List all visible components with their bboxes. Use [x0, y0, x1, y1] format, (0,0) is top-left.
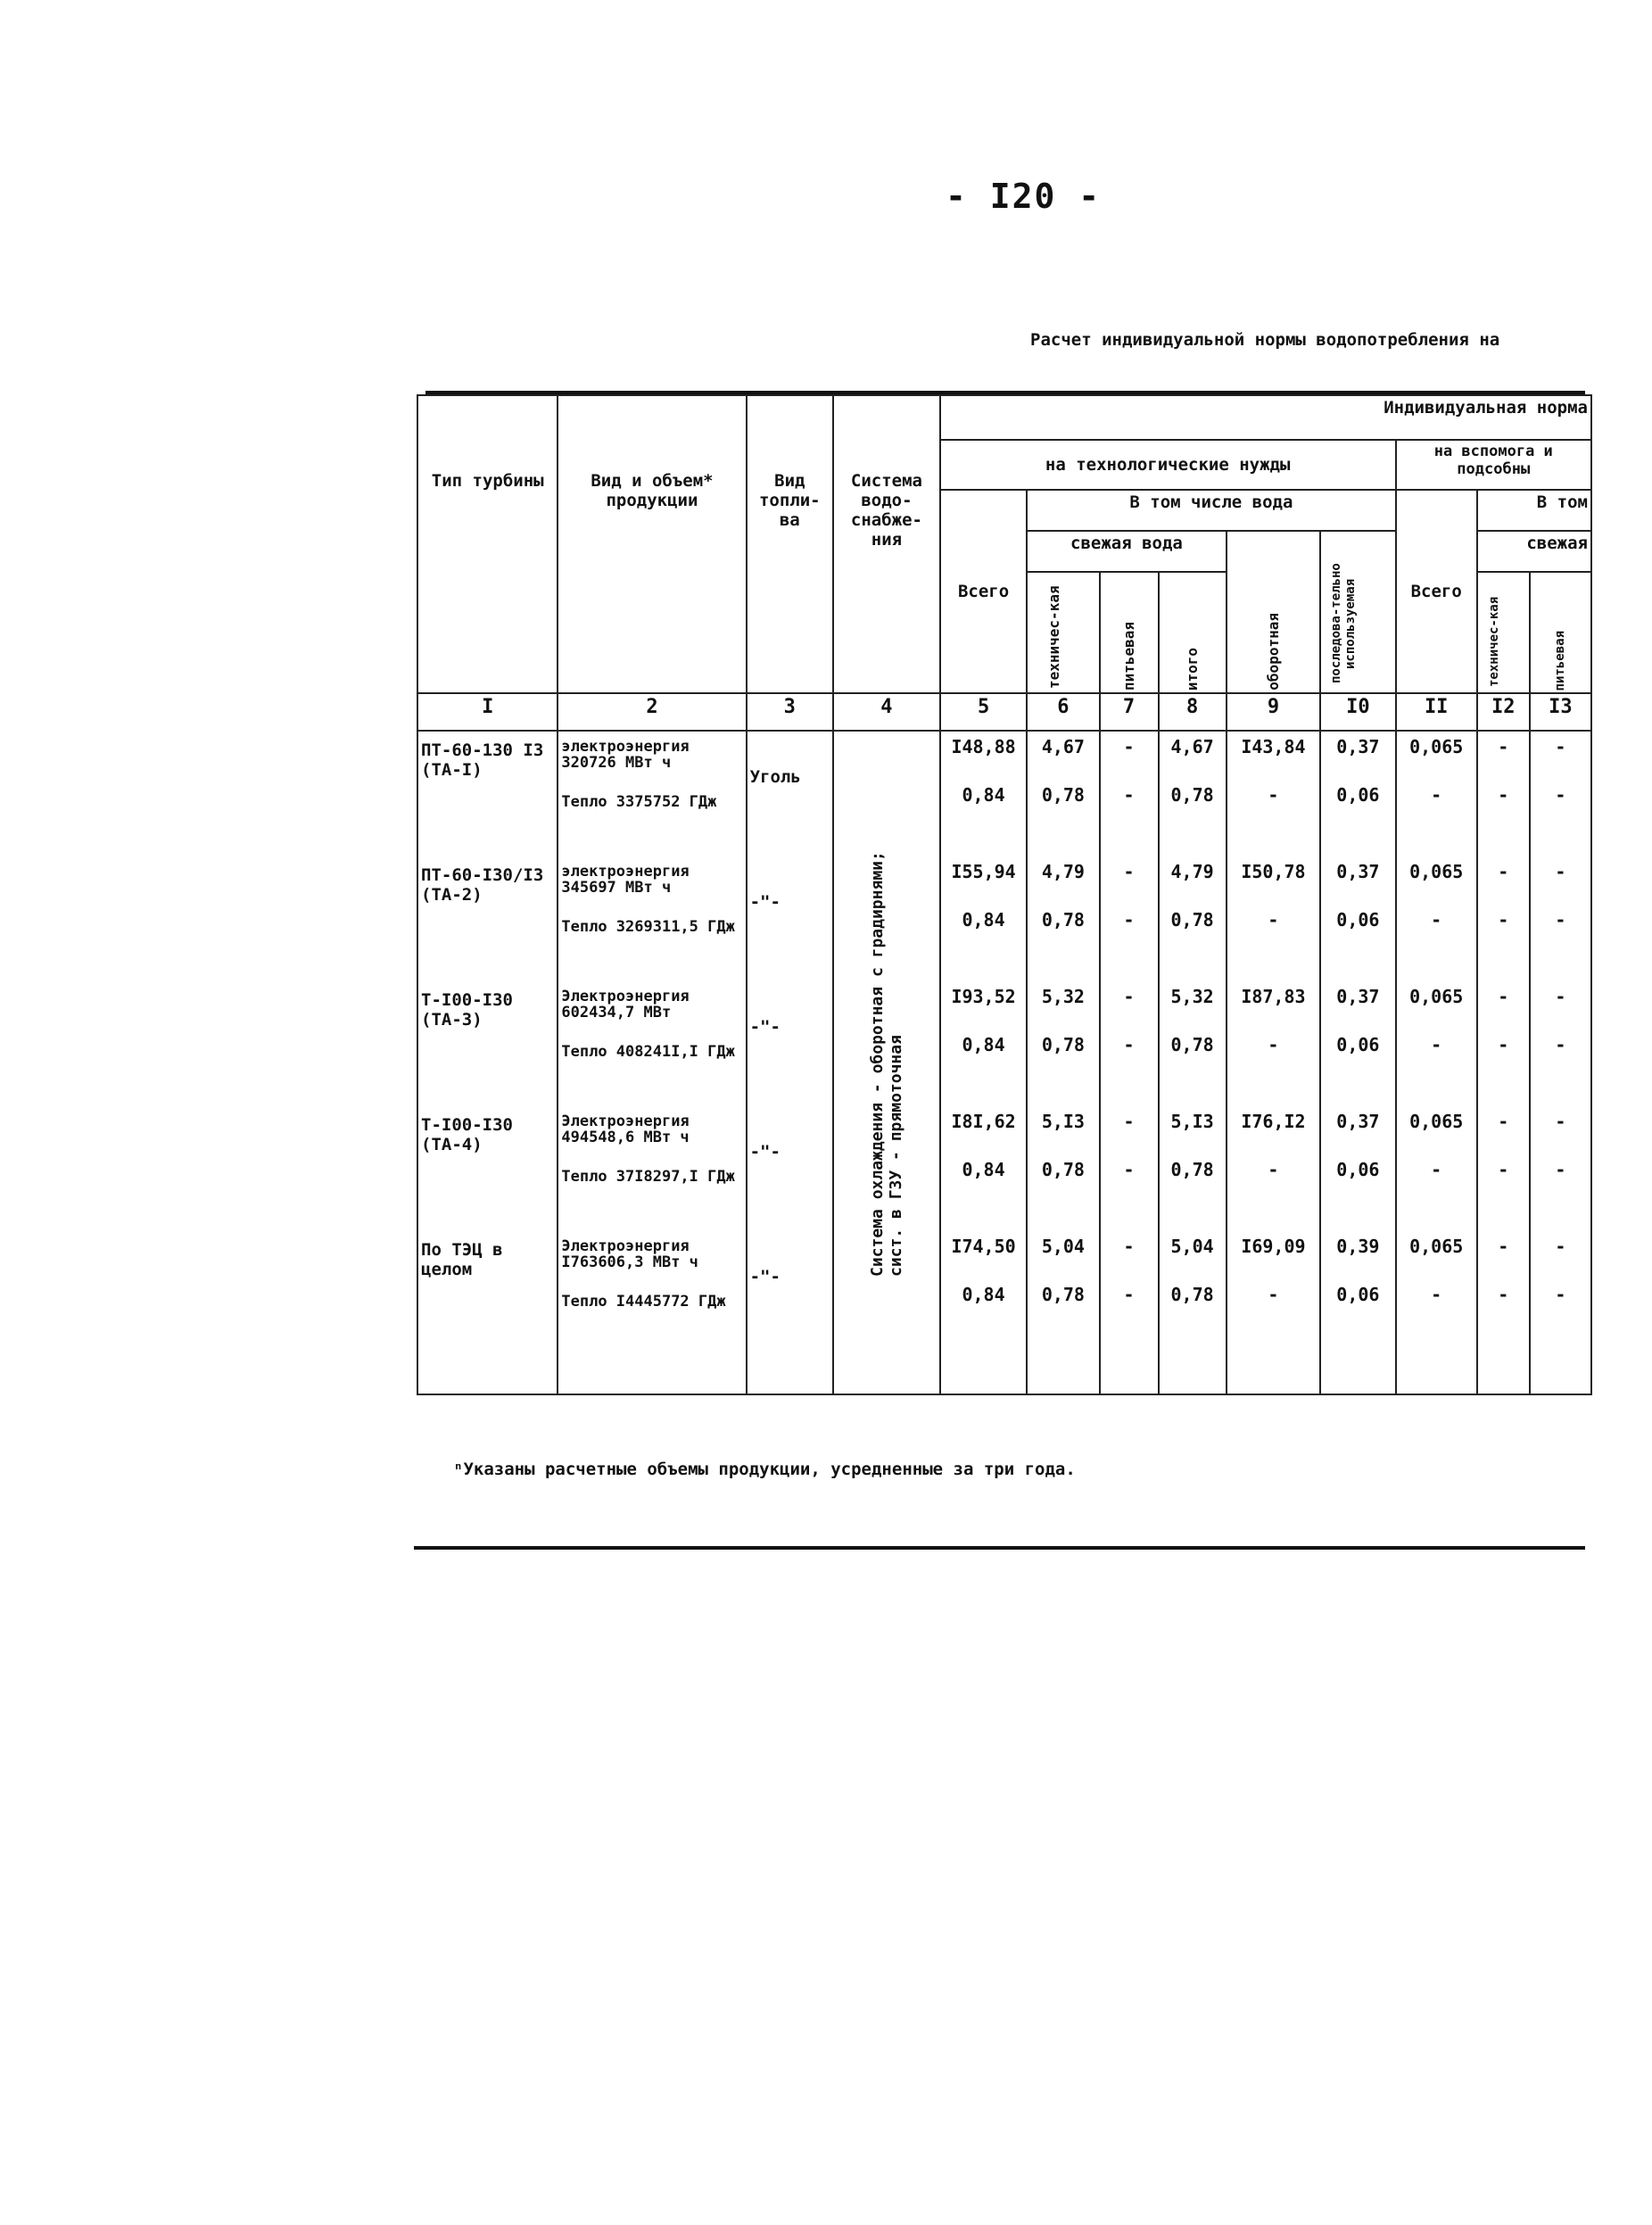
cell-value: - [1123, 861, 1135, 882]
cell-value: 0,78 [1041, 1284, 1085, 1305]
cell-value: 0,37 [1336, 861, 1380, 882]
fuel-type: -"- [749, 1142, 781, 1162]
header-technical-label: техничес-кая [1045, 585, 1062, 689]
cell-value: 0,84 [962, 1159, 1005, 1180]
cell-value: - [1555, 986, 1566, 1007]
cell-value: 0,78 [1041, 784, 1085, 806]
cell-value: 0,78 [1041, 909, 1085, 931]
cooling-system-text: Система охлаждения - оборотная с градирнями; сист. в ГЗУ - прямоточная [867, 851, 905, 1277]
cell-value: 0,06 [1336, 909, 1380, 931]
header-individual-norm [940, 395, 1591, 440]
cell-value: - [1123, 1284, 1135, 1305]
cell-value: 0,78 [1170, 784, 1214, 806]
turbine-name: Т-I00-I30 (ТА-4) [421, 1115, 513, 1154]
header-turbine-type: Тип турбины [417, 395, 558, 693]
cell-value: - [1498, 1236, 1509, 1257]
cell-value: - [1123, 1034, 1135, 1055]
cell-value: - [1431, 784, 1442, 806]
col-6 [1027, 731, 1099, 1394]
column-number: I [417, 693, 558, 731]
column-number: 5 [940, 693, 1027, 731]
cell-value: 0,78 [1170, 1159, 1214, 1180]
cell-value: I43,84 [1241, 736, 1306, 757]
cell-value: - [1555, 1159, 1566, 1180]
cell-value: 5,I3 [1041, 1111, 1085, 1132]
cell-value: 0,06 [1336, 784, 1380, 806]
column-number: 2 [558, 693, 746, 731]
product-column [558, 731, 746, 1394]
cell-value: 0,37 [1336, 1111, 1380, 1132]
cell-value: 0,06 [1336, 1034, 1380, 1055]
cell-value: 0,065 [1409, 1236, 1464, 1257]
cell-value: - [1498, 736, 1509, 757]
bottom-rule [414, 1546, 1585, 1550]
cell-value: 0,065 [1409, 736, 1464, 757]
header-recycled [1227, 531, 1321, 693]
cell-value: 0,06 [1336, 1284, 1380, 1305]
fuel-type: -"- [749, 1267, 781, 1286]
data-body-row [417, 731, 1591, 1394]
cell-value: 0,84 [962, 909, 1005, 931]
cell-value: - [1431, 1159, 1442, 1180]
col-7 [1100, 731, 1159, 1394]
cell-value: 0,78 [1041, 1159, 1085, 1180]
column-number: I0 [1320, 693, 1395, 731]
header-subtotal-label: итого [1184, 647, 1202, 691]
cell-value: 4,79 [1041, 861, 1085, 882]
header-fuel: Вид топли-ва [747, 395, 833, 693]
column-number: 3 [747, 693, 833, 731]
column-number-row [417, 693, 1591, 731]
header-tech-needs: на технологические нужды [940, 440, 1396, 490]
header-sequential-label: последова-тельно используемая [1329, 563, 1359, 684]
header-including-short: В том [1477, 490, 1591, 531]
cell-value: 0,065 [1409, 861, 1464, 882]
turbine-name: ПТ-60-I30/I3 (ТА-2) [421, 865, 544, 905]
cell-value: 0,78 [1041, 1034, 1085, 1055]
turbine-name: ПТ-60-130 I3 (ТА-I) [421, 740, 544, 780]
product-electricity: Электроэнергия I763606,3 МВт ч [561, 1237, 698, 1271]
fuel-type: Уголь [749, 767, 801, 787]
col-12 [1477, 731, 1530, 1394]
cell-value: 5,32 [1170, 986, 1214, 1007]
table-caption: Расчет индивидуальной нормы водопотребления на [1030, 330, 1500, 350]
col-10 [1320, 731, 1395, 1394]
product-heat: Тепло 3375752 ГДж [561, 793, 717, 811]
header-individual-norm-label: Индивидуальная норма [1384, 398, 1588, 418]
cell-value: 0,78 [1170, 909, 1214, 931]
header-total-aux: Всего [1396, 490, 1477, 693]
header-technical-aux [1477, 572, 1530, 693]
fuel-type: -"- [749, 1017, 781, 1037]
cell-value: I55,94 [951, 861, 1016, 882]
cell-value: 0,065 [1409, 986, 1464, 1007]
cell-value: - [1555, 736, 1566, 757]
cell-value: - [1268, 784, 1279, 806]
cell-value: - [1268, 1034, 1279, 1055]
cell-value: 0,84 [962, 1284, 1005, 1305]
cell-value: - [1268, 909, 1279, 931]
turbine-column [417, 731, 558, 1394]
product-electricity: электроэнергия 345697 МВт ч [561, 863, 690, 897]
footnote: ⁿУказаны расчетные объемы продукции, усредненные за три года. [453, 1460, 1076, 1479]
fuel-type: -"- [749, 892, 781, 912]
cell-value: I87,83 [1241, 986, 1306, 1007]
cell-value: I50,78 [1241, 861, 1306, 882]
cell-value: I76,I2 [1241, 1111, 1306, 1132]
cell-value: 0,06 [1336, 1159, 1380, 1180]
col-11 [1396, 731, 1477, 1394]
header-total: Всего [940, 490, 1027, 693]
page-number: - I20 - [946, 177, 1102, 216]
cell-value: - [1498, 1284, 1509, 1305]
cell-value: 0,78 [1170, 1284, 1214, 1305]
cell-value: - [1123, 784, 1135, 806]
column-number: 8 [1159, 693, 1227, 731]
product-heat: Тепло I4445772 ГДж [561, 1293, 726, 1311]
col-9 [1227, 731, 1321, 1394]
product-electricity: Электроэнергия 494548,6 МВт ч [561, 1112, 690, 1146]
turbine-name: Т-I00-I30 (ТА-3) [421, 990, 513, 1030]
header-drinking-aux-label: питьевая [1553, 630, 1568, 691]
cell-value: 0,84 [962, 784, 1005, 806]
col-8 [1159, 731, 1227, 1394]
cell-value: - [1498, 1159, 1509, 1180]
column-number: 6 [1027, 693, 1099, 731]
header-drinking [1100, 572, 1159, 693]
cell-value: 0,84 [962, 1034, 1005, 1055]
header-technical [1027, 572, 1099, 693]
cell-value: 0,065 [1409, 1111, 1464, 1132]
cell-value: - [1431, 1034, 1442, 1055]
cell-value: 5,I3 [1170, 1111, 1214, 1132]
fuel-column [747, 731, 833, 1394]
cell-value: 0,78 [1170, 1034, 1214, 1055]
product-electricity: Электроэнергия 602434,7 МВт [561, 988, 690, 1022]
column-number: 9 [1227, 693, 1321, 731]
cell-value: I69,09 [1241, 1236, 1306, 1257]
cell-value: I48,88 [951, 736, 1016, 757]
cell-value: 4,67 [1170, 736, 1214, 757]
cell-value: 0,39 [1336, 1236, 1380, 1257]
cell-value: 4,79 [1170, 861, 1214, 882]
cell-value: 5,32 [1041, 986, 1085, 1007]
column-number: I2 [1477, 693, 1530, 731]
turbine-name: По ТЭЦ в целом [421, 1240, 503, 1279]
column-number: 7 [1100, 693, 1159, 731]
cell-value: 0,37 [1336, 986, 1380, 1007]
column-number: I3 [1530, 693, 1591, 731]
cell-value: - [1123, 1159, 1135, 1180]
cell-value: - [1268, 1284, 1279, 1305]
header-drinking-aux [1530, 572, 1591, 693]
cell-value: - [1123, 909, 1135, 931]
header-drinking-label: питьевая [1120, 621, 1137, 691]
cell-value: - [1498, 986, 1509, 1007]
header-product: Вид и объем* продукции [558, 395, 746, 693]
cell-value: - [1498, 909, 1509, 931]
header-fresh-short: свежая [1477, 531, 1591, 572]
water-system-column [833, 731, 940, 1394]
cell-value: - [1123, 986, 1135, 1007]
cell-value: - [1123, 736, 1135, 757]
header-technical-aux-label: техничес-кая [1487, 596, 1502, 687]
cell-value: 0,37 [1336, 736, 1380, 757]
header-recycled-label: оборотная [1264, 613, 1282, 691]
cell-value: - [1498, 1111, 1509, 1132]
cell-value: - [1498, 861, 1509, 882]
product-electricity: электроэнергия 320726 МВт ч [561, 738, 690, 772]
col-5 [940, 731, 1027, 1394]
cell-value: 5,04 [1170, 1236, 1214, 1257]
cell-value: I93,52 [951, 986, 1016, 1007]
product-heat: Тепло 3269311,5 ГДж [561, 918, 735, 936]
cell-value: - [1555, 1284, 1566, 1305]
cell-value: 5,04 [1041, 1236, 1085, 1257]
cell-value: - [1123, 1111, 1135, 1132]
cell-value: - [1431, 1284, 1442, 1305]
product-heat: Тепло 37I8297,I ГДж [561, 1168, 735, 1186]
cell-value: - [1555, 784, 1566, 806]
cell-value: - [1555, 1111, 1566, 1132]
cell-value: - [1555, 1034, 1566, 1055]
cell-value: 4,67 [1041, 736, 1085, 757]
header-subtotal [1159, 572, 1227, 693]
header-water-system: Система водо-снабже-ния [833, 395, 940, 693]
water-norm-table [417, 394, 1592, 1395]
column-number: 4 [833, 693, 940, 731]
header-sequential [1320, 531, 1395, 693]
cell-value: - [1123, 1236, 1135, 1257]
cell-value: - [1498, 784, 1509, 806]
column-number: II [1396, 693, 1477, 731]
cell-value: I8I,62 [951, 1111, 1016, 1132]
header-fresh-water: свежая вода [1027, 531, 1226, 572]
cell-value: - [1555, 861, 1566, 882]
cell-value: - [1555, 909, 1566, 931]
header-aux-needs: на вспомога и подсобны [1396, 440, 1592, 490]
col-13 [1530, 731, 1591, 1394]
cell-value: - [1431, 909, 1442, 931]
cell-value: - [1555, 1236, 1566, 1257]
header-including-water: В том числе вода [1027, 490, 1395, 531]
cell-value: - [1268, 1159, 1279, 1180]
cell-value: I74,50 [951, 1236, 1016, 1257]
cell-value: - [1498, 1034, 1509, 1055]
product-heat: Тепло 408241I,I ГДж [561, 1043, 735, 1061]
